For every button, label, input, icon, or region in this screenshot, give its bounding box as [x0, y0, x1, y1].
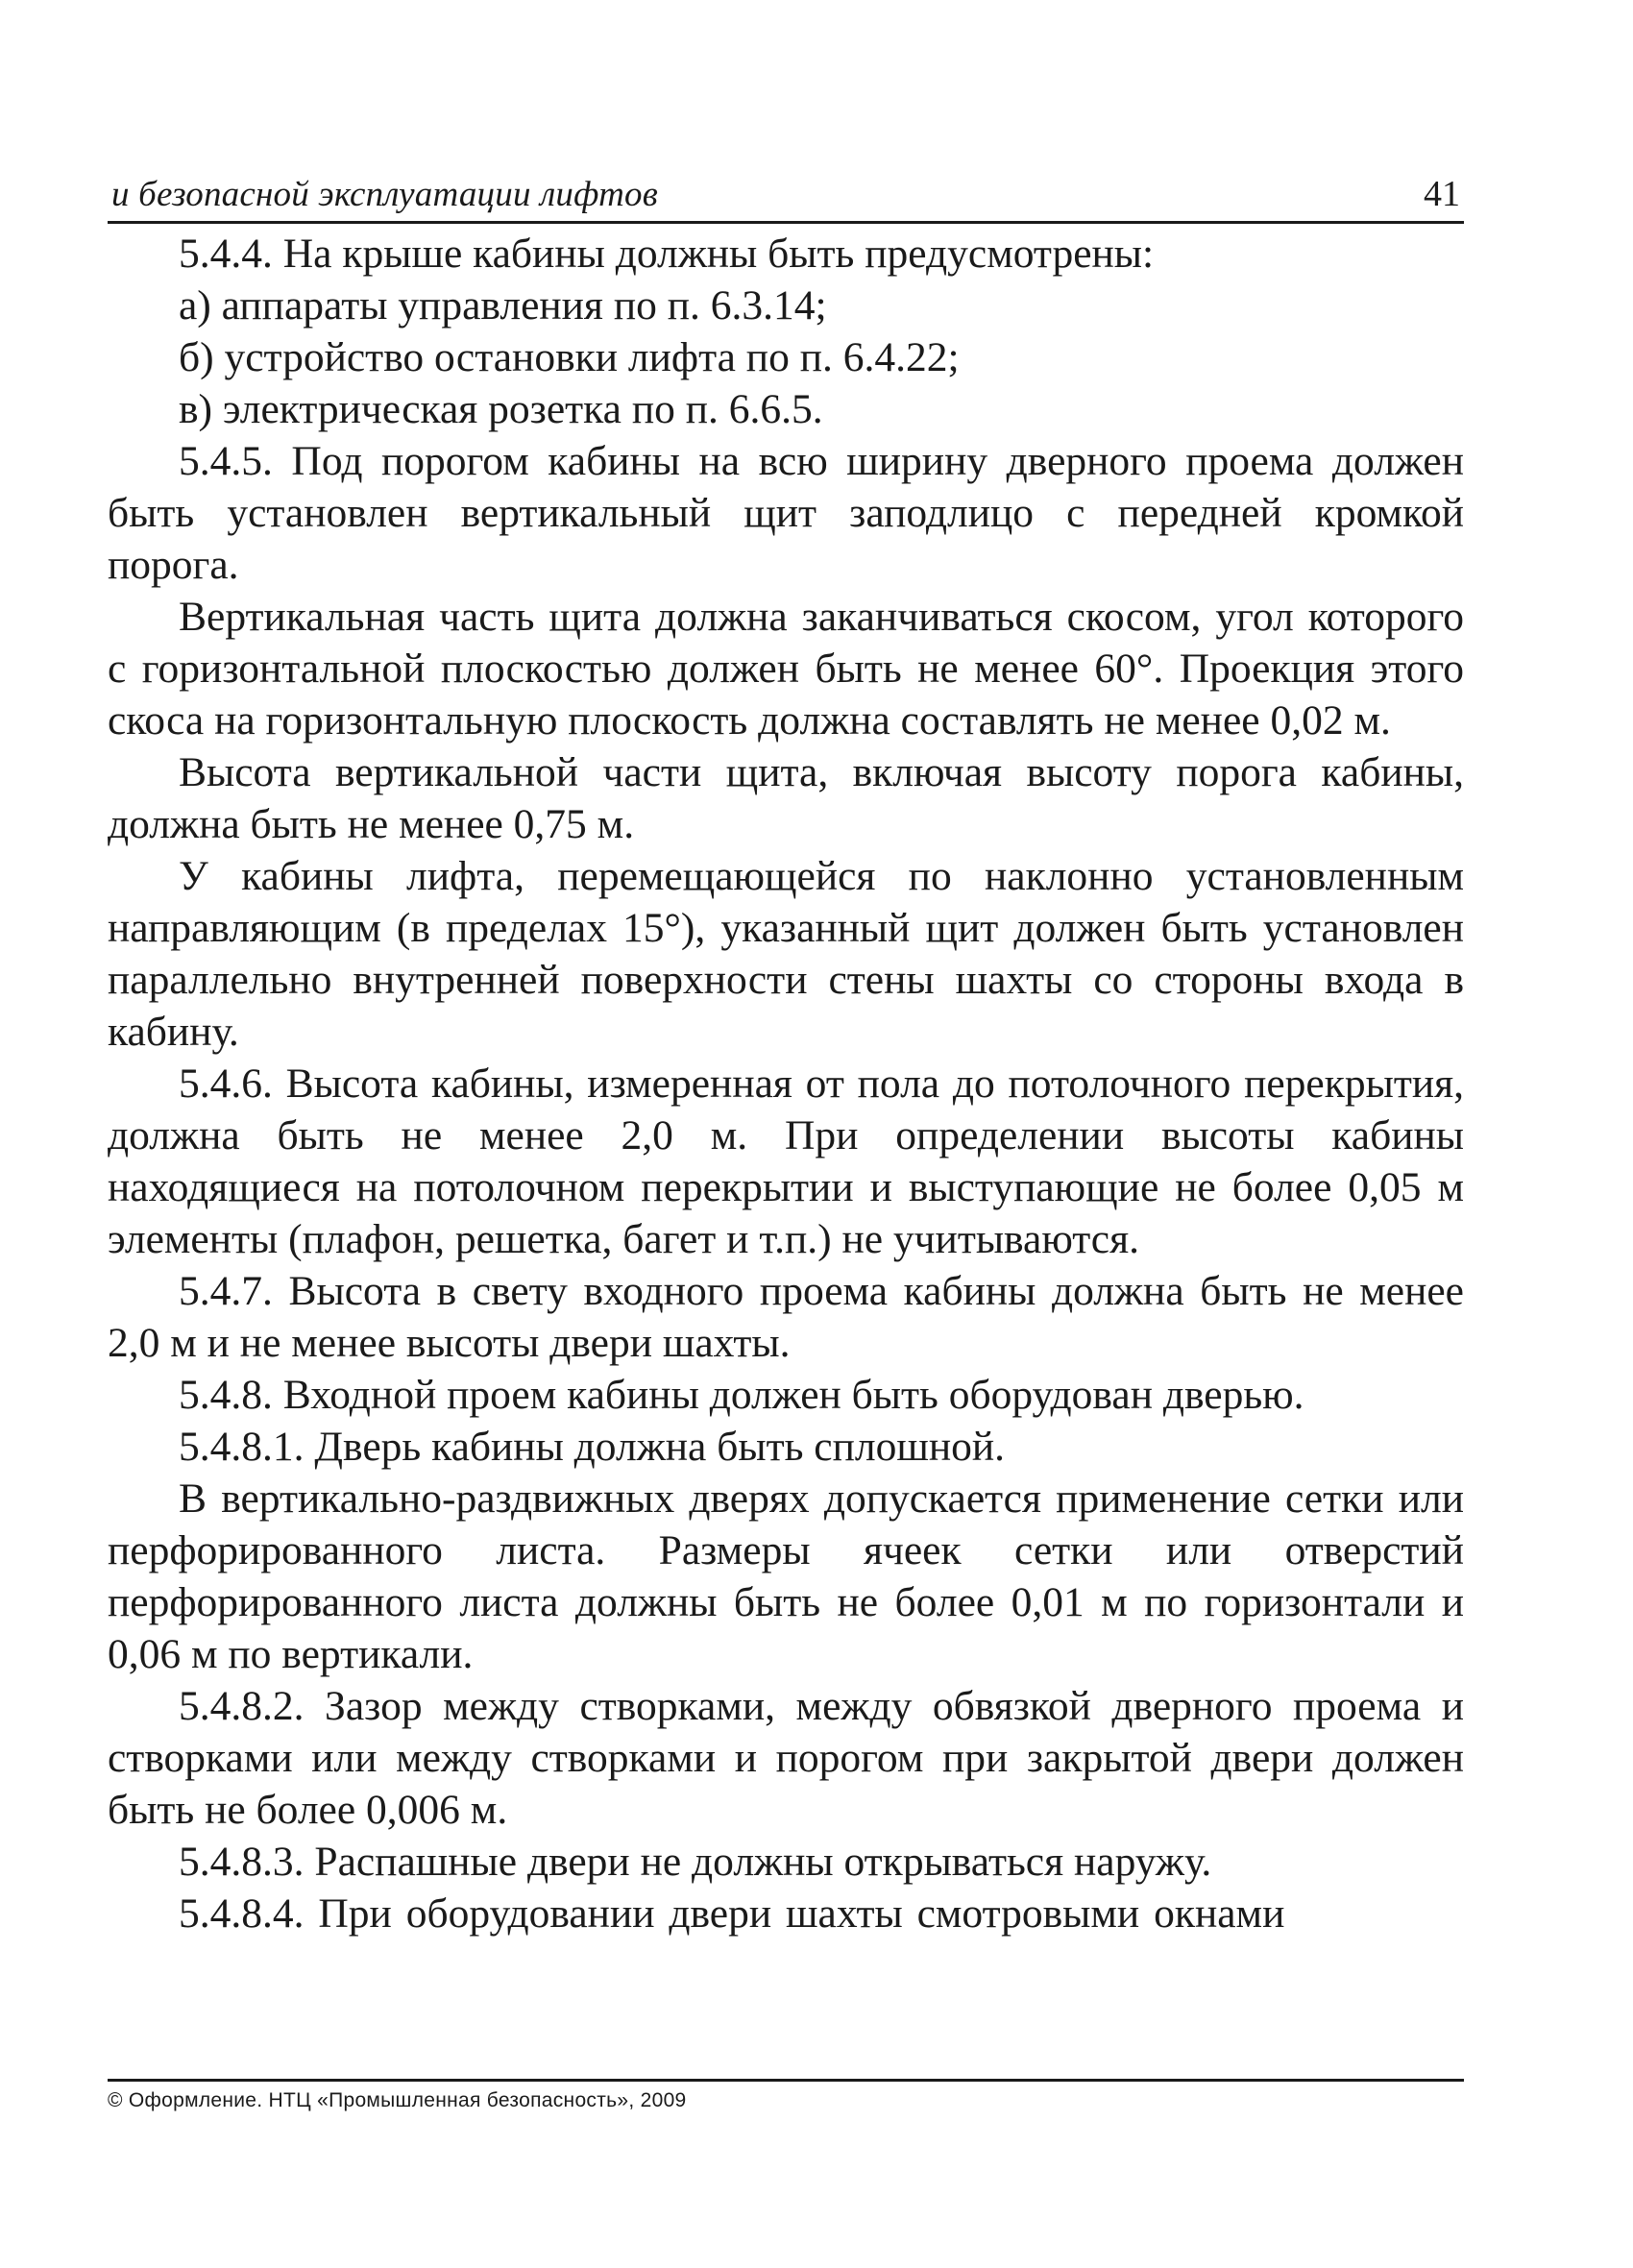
paragraph-5-4-8-2: 5.4.8.2. Зазор между створками, между обвязкой дверного проема и створками или между створками и порогом при закрытой двери должен быть не более 0,006 м. — [108, 1683, 1464, 1833]
paragraph-5-4-8-4: 5.4.8.4. При оборудовании двери шахты смотровыми окнами — [179, 1890, 1285, 1937]
paragraph-5-4-4: 5.4.4. На крыше кабины должны быть предусмотрены: — [179, 231, 1155, 277]
body-text — [108, 228, 1464, 1939]
list-item-v: в) электрическая розетка по п. 6.6.5. — [179, 386, 823, 432]
document-page — [108, 171, 1464, 2150]
paragraph-5-4-8-1: 5.4.8.1. Дверь кабины должна быть сплошной. — [179, 1424, 1006, 1470]
list-item-b: б) устройство остановки лифта по п. 6.4.22; — [179, 334, 960, 380]
running-title: и безопасной эксплуатации лифтов — [111, 175, 658, 214]
paragraph-5-4-8: 5.4.8. Входной проем кабины должен быть оборудован дверью. — [179, 1372, 1304, 1418]
copyright-notice: © Оформление. НТЦ «Промышленная безопасность», 2009 — [108, 2089, 687, 2111]
paragraph-5-4-8-3: 5.4.8.3. Распашные двери не должны открываться наружу. — [179, 1839, 1212, 1885]
page-number: 41 — [1424, 174, 1460, 214]
running-header — [108, 171, 1464, 224]
list-item-a: а) аппараты управления по п. 6.3.14; — [179, 282, 827, 329]
paragraph-mesh-doors: В вертикально-раздвижных дверях допускается применение сетки или перфорированного листа. Размеры ячеек сетки или отверстий перфорированного листа должны быть не более 0,01 м по горизонтали и 0,06 м по вертикали. — [108, 1475, 1464, 1677]
paragraph-5-4-7: 5.4.7. Высота в свету входного проема кабины должна быть не менее 2,0 м и не менее высоты двери шахты. — [108, 1268, 1464, 1366]
paragraph-bevel: Вертикальная часть щита должна заканчиваться скосом, угол которого с горизонтальной плоскостью должен быть не менее 60°. Проекция этого скоса на горизонтальную плоскость должна составлять не менее 0,02 м. — [108, 594, 1464, 744]
paragraph-5-4-6: 5.4.6. Высота кабины, измеренная от пола до потолочного перекрытия, должна быть не менее 2,0 м. При определении высоты кабины находящиеся на потолочном перекрытии и выступающие не более 0,05 м элементы (плафон, решетка, багет и т.п.) не учитываются. — [108, 1061, 1464, 1262]
paragraph-guard-height: Высота вертикальной части щита, включая высоту порога кабины, должна быть не менее 0,75 м. — [108, 749, 1464, 847]
page-footer — [108, 2079, 1464, 2112]
paragraph-inclined-lift: У кабины лифта, перемещающейся по наклонно установленным направляющим (в пределах 15°), указанный щит должен быть установлен параллельно внутренней поверхности стены шахты со стороны входа в кабину. — [108, 853, 1464, 1055]
paragraph-5-4-5: 5.4.5. Под порогом кабины на всю ширину дверного проема должен быть установлен вертикальный щит заподлицо с передней кромкой порога. — [108, 438, 1464, 588]
